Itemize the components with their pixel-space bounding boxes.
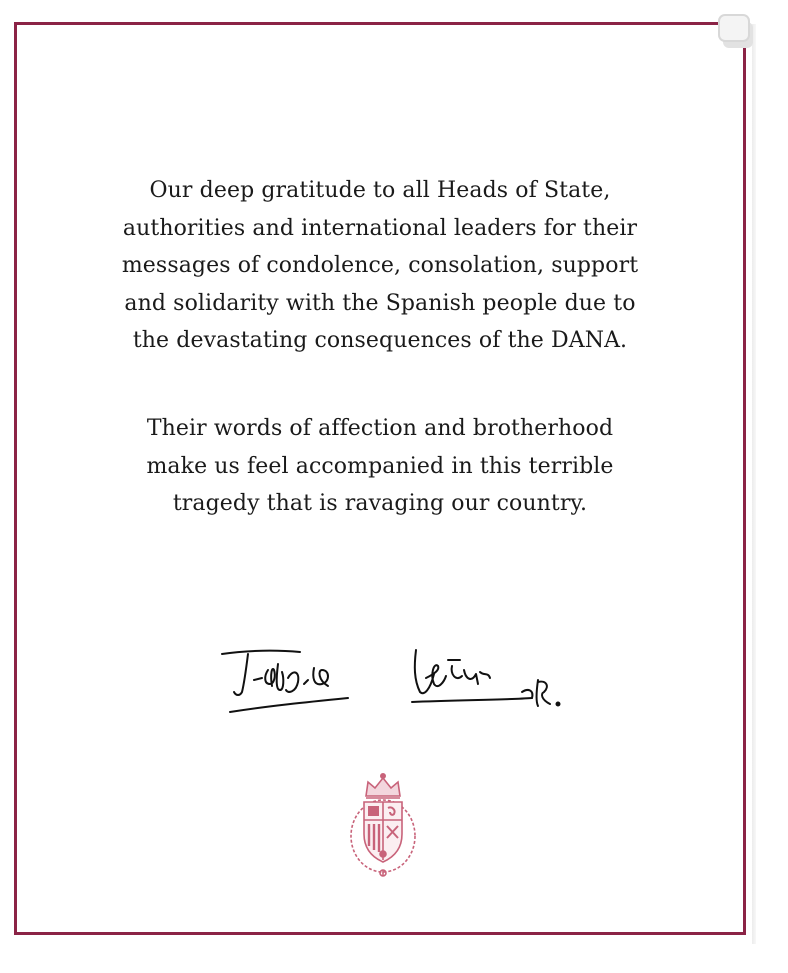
copy-icon[interactable] xyxy=(716,12,758,50)
letter-paragraph-gratitude: Our deep gratitude to all Heads of State, authorities and international leaders for their messages of condolence, consolation, support and solidarity with the Spanish people due to the devastating consequences of the DANA. xyxy=(121,178,639,353)
signature-felipe xyxy=(218,640,358,720)
letter-paragraph-affection: Their words of affection and brotherhood make us feel accompanied in this terrible tragedy that is ravaging our country. xyxy=(146,416,614,516)
page-edge-shadow xyxy=(752,24,756,944)
royal-coat-of-arms-icon xyxy=(344,770,422,878)
signature-letizia xyxy=(404,630,564,720)
